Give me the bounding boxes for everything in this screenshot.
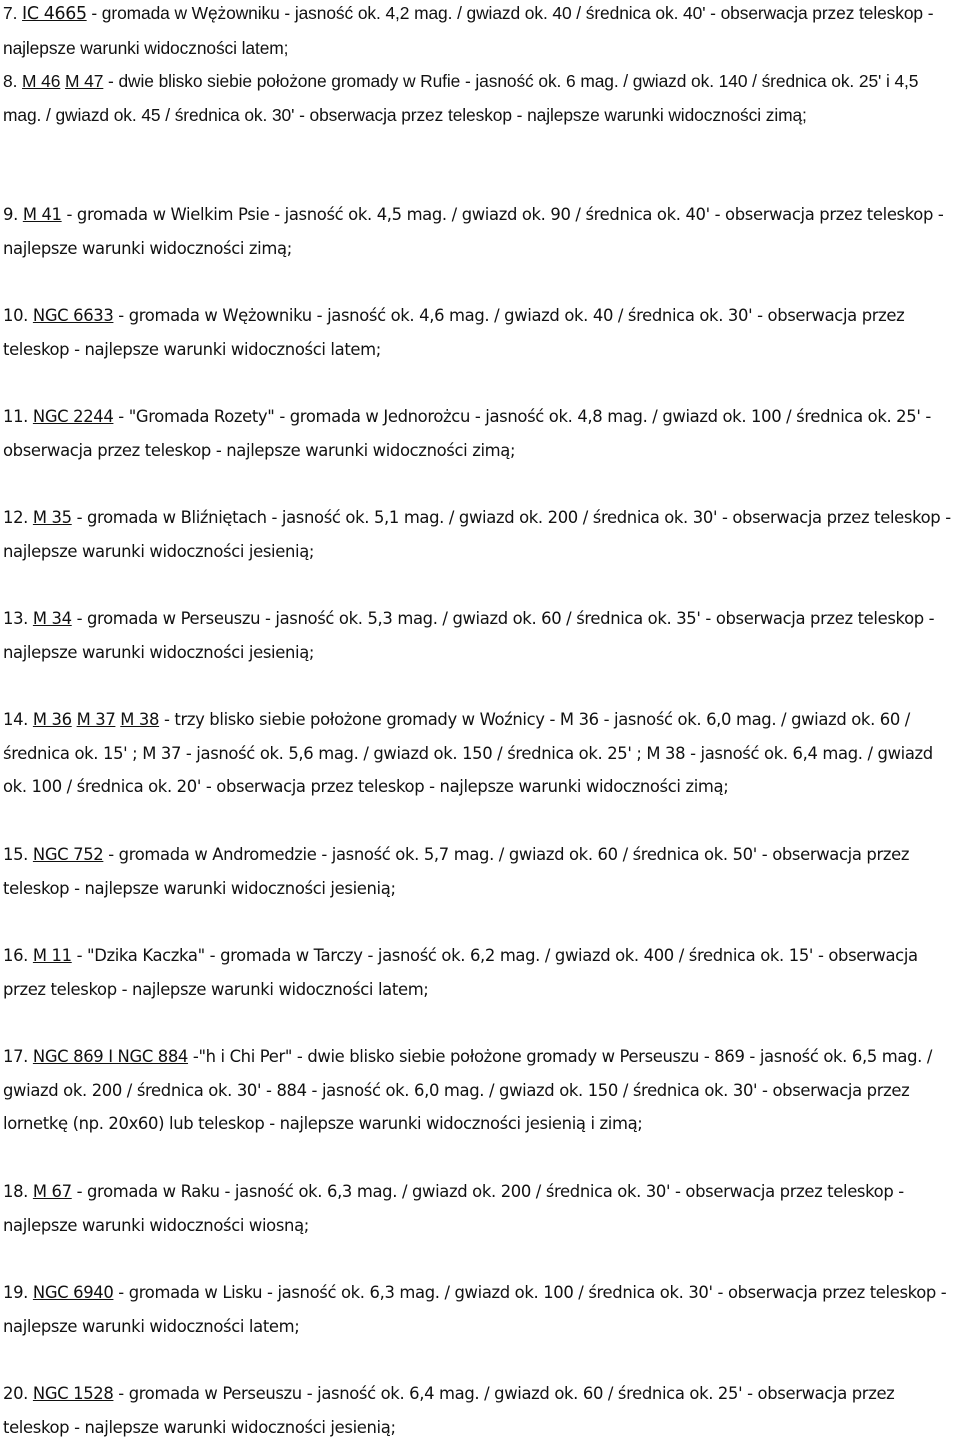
list-item-18: [3, 1175, 958, 1242]
link-ngc-1528[interactable]: NGC 1528: [32, 1384, 114, 1403]
link-m-47[interactable]: M 47: [65, 71, 104, 91]
item-description: - gromada w Bliźniętach - jasność ok. 5,1 mag. / gwiazd ok. 200 / średnica ok. 30' - obserwacja przez teleskop - najlepsze warunki widoczności jesienią;: [3, 508, 951, 561]
item-number: 15.: [3, 845, 29, 864]
item-number: 9.: [3, 205, 18, 224]
link-m-34[interactable]: M 34: [32, 609, 72, 628]
link-ngc-6940[interactable]: NGC 6940: [32, 1283, 114, 1302]
item-description: -"h i Chi Per" - dwie blisko siebie położone gromady w Perseuszu - 869 - jasność ok. 6,5 mag. / gwiazd ok. 200 / średnica ok. 30' - 884 - jasność ok. 6,0 mag. / gwiazd ok. 150 / średnica ok. 30' - obserwacja przez lornetkę (np. 20x60) lub teleskop - najlepsze warunki widoczności jesienią i zimą;: [3, 1047, 933, 1134]
item-description: - gromada w Lisku - jasność ok. 6,3 mag. / gwiazd ok. 100 / średnica ok. 30' - obserwacja przez teleskop - najlepsze warunki widoczności latem;: [3, 1283, 947, 1336]
list-item-12: [3, 501, 958, 568]
link-ngc-752[interactable]: NGC 752: [32, 845, 104, 864]
item-description: - gromada w Wężowniku - jasność ok. 4,2 mag. / gwiazd ok. 40 / średnica ok. 40' - obserwacja przez teleskop - najlepsze warunki widoczności latem;: [3, 3, 934, 58]
item-number: 13.: [3, 609, 29, 628]
link-m-35[interactable]: M 35: [32, 508, 72, 527]
link-m-37[interactable]: M 37: [76, 710, 116, 729]
item-number: 19.: [3, 1283, 29, 1302]
list-item-7: [3, 0, 958, 65]
item-description: - gromada w Perseuszu - jasność ok. 6,4 mag. / gwiazd ok. 60 / średnica ok. 25' - obserwacja przez teleskop - najlepsze warunki widoczności jesienią;: [3, 1384, 895, 1437]
list-item-19: [3, 1276, 958, 1343]
item-description: - gromada w Wielkim Psie - jasność ok. 4,5 mag. / gwiazd ok. 90 / średnica ok. 40' - obserwacja przez teleskop - najlepsze warunki widoczności zimą;: [3, 205, 944, 258]
list-item-13: [3, 602, 958, 669]
item-description: - gromada w Wężowniku - jasność ok. 4,6 mag. / gwiazd ok. 40 / średnica ok. 30' - obserwacja przez teleskop - najlepsze warunki widoczności latem;: [3, 306, 905, 359]
item-number: 17.: [3, 1047, 29, 1066]
list-item-10: [3, 299, 958, 366]
list-item-20: [3, 1377, 958, 1444]
link-m-67[interactable]: M 67: [32, 1182, 72, 1201]
item-description: - gromada w Raku - jasność ok. 6,3 mag. / gwiazd ok. 200 / średnica ok. 30' - obserwacja przez teleskop - najlepsze warunki widoczności wiosną;: [3, 1182, 904, 1235]
item-description: - "Dzika Kaczka" - gromada w Tarczy - jasność ok. 6,2 mag. / gwiazd ok. 400 / średnica ok. 15' - obserwacja przez teleskop - najlepsze warunki widoczności latem;: [3, 946, 918, 999]
link-ngc-2244[interactable]: NGC 2244: [32, 407, 114, 426]
item-number: 11.: [3, 407, 29, 426]
list-item-16: [3, 939, 958, 1006]
item-number: 8.: [3, 71, 18, 91]
link-m-11[interactable]: M 11: [32, 946, 72, 965]
link-m-38[interactable]: M 38: [120, 710, 160, 729]
item-description: - gromada w Andromedzie - jasność ok. 5,7 mag. / gwiazd ok. 60 / średnica ok. 50' - obserwacja przez teleskop - najlepsze warunki widoczności jesienią;: [3, 845, 910, 898]
link-m-46[interactable]: M 46: [22, 71, 61, 91]
link-m-36[interactable]: M 36: [32, 710, 72, 729]
item-number: 18.: [3, 1182, 29, 1201]
link-ngc-869-ngc-884[interactable]: NGC 869 I NGC 884: [32, 1047, 189, 1066]
item-number: 14.: [3, 710, 29, 729]
item-description: - dwie blisko siebie położone gromady w Rufie - jasność ok. 6 mag. / gwiazd ok. 140 / średnica ok. 25' i 4,5 mag. / gwiazd ok. 45 / średnica ok. 30' - obserwacja przez teleskop - najlepsze warunki widoczności zimą;: [3, 71, 919, 125]
item-number: 10.: [3, 306, 29, 325]
list-item-15: [3, 838, 958, 905]
link-ic-4665[interactable]: IC 4665: [22, 4, 87, 24]
item-number: 12.: [3, 508, 29, 527]
item-number: 16.: [3, 946, 29, 965]
item-description: - trzy blisko siebie położone gromady w Woźnicy - M 36 - jasność ok. 6,0 mag. / gwiazd ok. 60 / średnica ok. 15' ; M 37 - jasność ok. 5,6 mag. / gwiazd ok. 150 / średnica ok. 25' ; M 38 - jasność ok. 6,4 mag. / gwiazd ok. 100 / średnica ok. 20' - obserwacja przez teleskop - najlepsze warunki widoczności zimą;: [3, 710, 933, 797]
link-m-41[interactable]: M 41: [22, 205, 62, 224]
item-description: - "Gromada Rozety" - gromada w Jednorożcu - jasność ok. 4,8 mag. / gwiazd ok. 100 / średnica ok. 25' - obserwacja przez teleskop - najlepsze warunki widoczności zimą;: [3, 407, 931, 460]
link-ngc-6633[interactable]: NGC 6633: [32, 306, 114, 325]
list-item-8: [3, 65, 958, 132]
item-description: - gromada w Perseuszu - jasność ok. 5,3 mag. / gwiazd ok. 60 / średnica ok. 35' - obserwacja przez teleskop - najlepsze warunki widoczności jesienią;: [3, 609, 935, 662]
list-item-14: [3, 703, 958, 804]
item-number: 7.: [3, 3, 18, 23]
list-item-9: [3, 198, 958, 265]
list-item-11: [3, 400, 958, 467]
item-number: 20.: [3, 1384, 29, 1403]
list-item-17: [3, 1040, 958, 1141]
